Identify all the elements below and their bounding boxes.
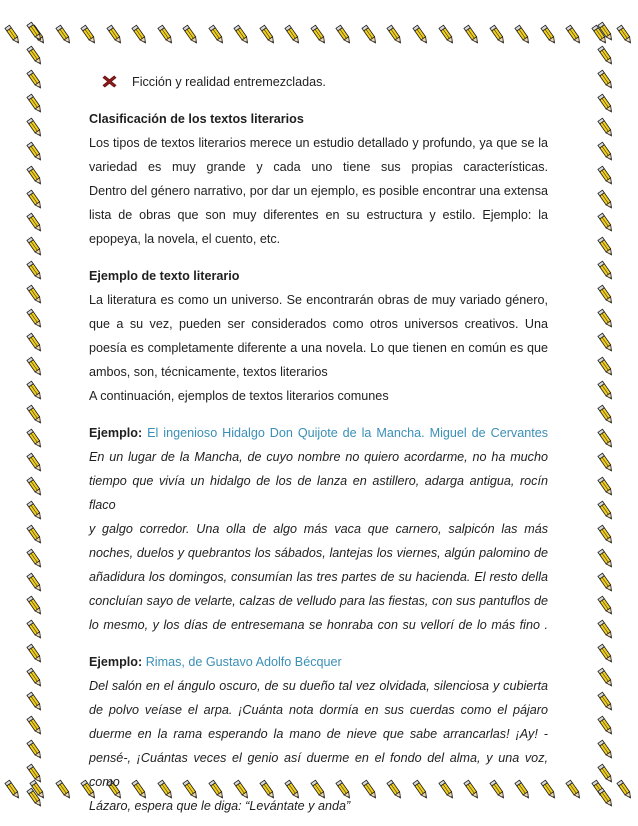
quote-line: duerme en la rama esperando la mano de nieve que sabe arrancarlas! ¡Ay! - <box>89 727 548 741</box>
pencil-icon <box>24 739 46 761</box>
pencil-icon <box>24 236 46 258</box>
paragraph-line: variedad es muy grande y cada uno tiene sus propias características. <box>89 160 548 174</box>
paragraph-line: que a su vez, pueden ser considerados como otros universos creativos. Una <box>89 317 548 331</box>
paragraph-line: Dentro del género narrativo, por dar un ejemplo, es posible encontrar una extensa <box>89 184 548 198</box>
pencil-icon <box>595 691 617 713</box>
pencil-icon <box>410 24 432 46</box>
example-heading <box>89 650 548 674</box>
pencil-icon <box>595 332 617 354</box>
example-heading <box>89 421 548 445</box>
example-rimas <box>89 650 548 818</box>
pencil-icon <box>24 212 46 234</box>
page-border-right <box>593 20 619 810</box>
pencil-icon <box>595 236 617 258</box>
quote-line: Lázaro, espera que le diga: “Levántate y anda” <box>89 799 351 813</box>
pencil-icon <box>595 212 617 234</box>
quote-line: añadidura los domingos, consumían las tres partes de su hacienda. El resto della <box>89 570 548 584</box>
pencil-icon <box>595 715 617 737</box>
page-border-left <box>22 20 48 810</box>
pencil-icon <box>595 428 617 450</box>
pencil-icon <box>595 763 617 785</box>
pencil-icon <box>24 643 46 665</box>
pencil-icon <box>24 500 46 522</box>
pencil-icon <box>2 779 24 801</box>
pencil-icon <box>24 260 46 282</box>
pencil-icon <box>282 24 304 46</box>
paragraph-line: epopeya, la novela, el cuento, etc. <box>89 232 281 246</box>
example-title: El ingenioso Hidalgo Don Quijote de la Mancha. Miguel de Cervantes <box>147 426 549 440</box>
pencil-icon <box>595 572 617 594</box>
section-ejemplo-texto <box>89 264 548 408</box>
pencil-icon <box>595 476 617 498</box>
pencil-icon <box>595 45 617 67</box>
paragraph-line: ambos, son, técnicamente, textos literarios <box>89 365 328 379</box>
pencil-icon <box>24 428 46 450</box>
pencil-icon <box>24 69 46 91</box>
quote-line: Del salón en el ángulo oscuro, de su dueño tal vez olvidada, silenciosa y cubierta <box>89 679 548 693</box>
pencil-icon <box>595 595 617 617</box>
pencil-icon <box>257 24 279 46</box>
pencil-icon <box>24 404 46 426</box>
pencil-icon <box>24 45 46 67</box>
pencil-icon <box>595 380 617 402</box>
pencil-icon <box>563 779 585 801</box>
pencil-icon <box>155 24 177 46</box>
paragraph-line: poesía es completamente diferente a una novela. Lo que tienen en común es que <box>89 341 548 355</box>
example-title: Rimas, de Gustavo Adolfo Bécquer <box>145 655 342 669</box>
pencil-icon <box>595 69 617 91</box>
quote-line: En un lugar de la Mancha, de cuyo nombre no quiero acordarme, no ha mucho <box>89 450 548 464</box>
pencil-icon <box>24 308 46 330</box>
pencil-icon <box>595 260 617 282</box>
pencil-icon <box>308 24 330 46</box>
pencil-icon <box>595 189 617 211</box>
pencil-icon <box>2 24 24 46</box>
quote-line: lo mesmo, y los días de entresemana se honraba con su vellorí de lo más fino . <box>89 618 548 632</box>
pencil-icon <box>595 500 617 522</box>
pencil-icon <box>53 779 75 801</box>
pencil-icon <box>53 24 75 46</box>
pencil-icon <box>206 24 228 46</box>
pencil-icon <box>24 189 46 211</box>
pencil-icon <box>24 524 46 546</box>
quote-line: concluían sayo de velarte, calzas de velludo para las fiestas, con sus pantuflos de <box>89 594 548 608</box>
quote-line: pensé-, ¡Cuántas veces el genio así duerme en el fondo del alma, y una voz, como <box>89 751 548 789</box>
pencil-icon <box>595 643 617 665</box>
pencil-icon <box>24 284 46 306</box>
pencil-icon <box>24 691 46 713</box>
example-quote <box>89 674 548 818</box>
quote-line: de polvo veíase el arpa. ¡Cuánta nota dormía en sus cuerdas como el pájaro <box>89 703 548 717</box>
pencil-icon <box>538 24 560 46</box>
x-mark-bullet-icon <box>102 74 117 89</box>
page-border-top <box>0 22 638 48</box>
pencil-icon <box>595 93 617 115</box>
pencil-icon <box>436 24 458 46</box>
section-paragraph <box>89 131 548 251</box>
pencil-icon <box>563 24 585 46</box>
pencil-icon <box>24 787 46 809</box>
pencil-icon <box>595 165 617 187</box>
pencil-icon <box>595 356 617 378</box>
pencil-icon <box>24 715 46 737</box>
example-label: Ejemplo: <box>89 426 143 440</box>
bullet-text: Ficción y realidad entremezcladas. <box>132 75 326 89</box>
pencil-icon <box>231 24 253 46</box>
pencil-icon <box>24 763 46 785</box>
pencil-icon <box>595 21 617 43</box>
pencil-icon <box>595 667 617 689</box>
section-heading: Clasificación de los textos literarios <box>89 112 304 126</box>
pencil-icon <box>595 452 617 474</box>
pencil-icon <box>24 380 46 402</box>
pencil-icon <box>512 24 534 46</box>
paragraph-line: La literatura es como un universo. Se encontrarán obras de muy variado género, <box>89 293 548 307</box>
pencil-icon <box>104 24 126 46</box>
pencil-icon <box>595 548 617 570</box>
pencil-icon <box>461 24 483 46</box>
quote-line: tiempo que vivía un hidalgo de los de lanza en astillero, adarga antigua, rocín flaco <box>89 474 548 512</box>
pencil-icon <box>595 141 617 163</box>
document-body <box>89 70 548 818</box>
example-quijote <box>89 421 548 637</box>
pencil-icon <box>595 308 617 330</box>
pencil-icon <box>595 619 617 641</box>
pencil-icon <box>24 117 46 139</box>
pencil-icon <box>24 141 46 163</box>
quote-line: y galgo corredor. Una olla de algo más vaca que carnero, salpicón las más <box>89 522 548 536</box>
quote-line: noches, duelos y quebrantos los sábados, lantejas los viernes, algún palomino de <box>89 546 548 560</box>
pencil-icon <box>24 476 46 498</box>
paragraph-line: A continuación, ejemplos de textos literarios comunes <box>89 389 389 403</box>
pencil-icon <box>595 404 617 426</box>
pencil-icon <box>24 548 46 570</box>
pencil-icon <box>24 356 46 378</box>
pencil-icon <box>24 332 46 354</box>
pencil-icon <box>24 619 46 641</box>
pencil-icon <box>129 24 151 46</box>
pencil-icon <box>333 24 355 46</box>
paragraph-line: Los tipos de textos literarios merece un estudio detallado y profundo, ya que se la <box>89 136 548 150</box>
pencil-icon <box>359 24 381 46</box>
pencil-icon <box>595 787 617 809</box>
pencil-icon <box>78 24 100 46</box>
paragraph-line: lista de obras que son muy diferentes en su estructura y estilo. Ejemplo: la <box>89 208 548 222</box>
pencil-icon <box>24 452 46 474</box>
pencil-icon <box>24 595 46 617</box>
section-heading: Ejemplo de texto literario <box>89 269 240 283</box>
bullet-list-item <box>102 70 548 94</box>
section-clasificacion <box>89 107 548 251</box>
pencil-icon <box>24 667 46 689</box>
pencil-icon <box>487 24 509 46</box>
section-paragraph <box>89 288 548 408</box>
pencil-icon <box>24 21 46 43</box>
pencil-icon <box>24 572 46 594</box>
example-label: Ejemplo: <box>89 655 143 669</box>
pencil-icon <box>24 93 46 115</box>
pencil-icon <box>180 24 202 46</box>
pencil-icon <box>595 524 617 546</box>
example-quote <box>89 445 548 637</box>
pencil-icon <box>595 739 617 761</box>
pencil-icon <box>384 24 406 46</box>
pencil-icon <box>595 284 617 306</box>
pencil-icon <box>24 165 46 187</box>
pencil-icon <box>595 117 617 139</box>
